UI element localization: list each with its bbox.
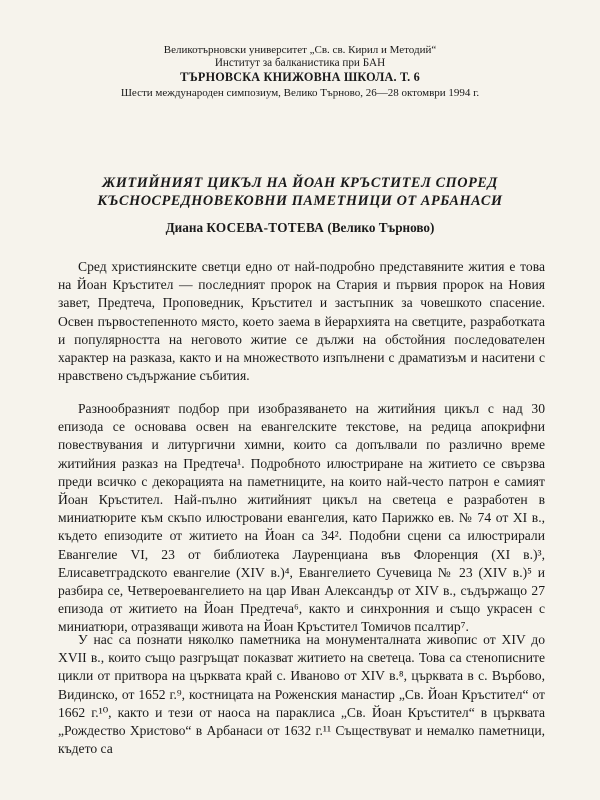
paragraph-text: Сред християнските светци едно от най-подробно представяните жития е това на Йоан Кръстител — последният пророк на Стария и първия пророк на Новия завет, Предтеча, Проповедник, Кръстител и застъпник за човешкото спасение. Освен първостепенното място, което заема в йерархията на светците, разработката и популярността на неговото житие се дължи на обстойния последователен характер на разказа, както и на множеството изпълнени с драматизъм и наситени с нравствено съдържание събития. <box>58 259 545 384</box>
author-city: (Велико Търново) <box>327 220 435 235</box>
body-paragraph-2 <box>58 400 545 637</box>
paragraph-text: Разнообразният подбор при изобразяването на житийния цикъл с над 30 епизода се основава освен на евангелските текстове, на редица апокрифни повествувания и литургични химни, които са допълвали по различно време житийния разказ на Предтеча¹. Подробното илюстриране на житието се свързва преди всичко с декорацията на паметниците, на които най-често патрон е самият Йоан Кръстител. Най-пълно житийният цикъл на светеца е разработен в миниатюрите към скъпо илюстровани евангелия, като Парижко ев. № 74 от XI в., където епизодите от житието на Йоан са 34². Подобни сцени са илюстрирали Евангелие VI, 23 от библиотека Лауренциана във Флоренция (XI в.)³, Елисаветградското евангелие (XIV в.)⁴, Евангелието Сучевица № 23 (XIV в.)⁵ и разбира се, Четвероевангелието на цар Иван Александър от XIV в., съдържащо 27 епизода от житието на Йоан Предтеча⁶, както и синхронния и също украсен с миниатюри, отразяващи живота на Йоан Кръстител Томичов псалтир⁷. <box>58 401 545 635</box>
article-title-line-1: ЖИТИЙНИЯТ ЦИКЪЛ НА ЙОАН КРЪСТИТЕЛ СПОРЕД <box>102 175 498 191</box>
article-title-line-2: КЪСНОСРЕДНОВЕКОВНИ ПАМЕТНИЦИ ОТ АРБАНАСИ <box>97 193 503 209</box>
author-last-name: КОСЕВА-ТОТЕВА <box>206 220 325 235</box>
header-institute: Институт за балканистика при БАН <box>214 57 386 69</box>
header-series: ТЪРНОВСКА КНИЖОВНА ШКОЛА. Т. 6 <box>180 70 420 84</box>
paragraph-text: У нас са познати няколко паметника на монументалната живопис от XIV до XVII в., които също разгръщат показват житието на светеца. Това са стенописните цикли от притвора на църквата край с. Иваново от XIV в.⁸, църквата в с. Върбово, Видинско, от 1652 г.⁹, костницата на Роженския манастир „Св. Йоан Кръстител“ от 1662 г.¹⁰, както и тези от наоса на параклиса „Св. Йоан Кръстител“ в църквата „Рождество Христово“ в Арбанаси от 1632 г.¹¹ Съществуват и немалко паметници, където са <box>58 632 545 757</box>
author-line <box>40 220 560 236</box>
header-university: Великотърновски университет „Св. св. Кирил и Методий“ <box>163 44 437 56</box>
body-paragraph-3 <box>58 631 545 758</box>
author-first-name: Диана <box>165 220 204 235</box>
body-paragraph-1 <box>58 258 545 385</box>
header-symposium: Шести международен симпозиум, Велико Търново, 26—28 октомври 1994 г. <box>120 87 480 99</box>
